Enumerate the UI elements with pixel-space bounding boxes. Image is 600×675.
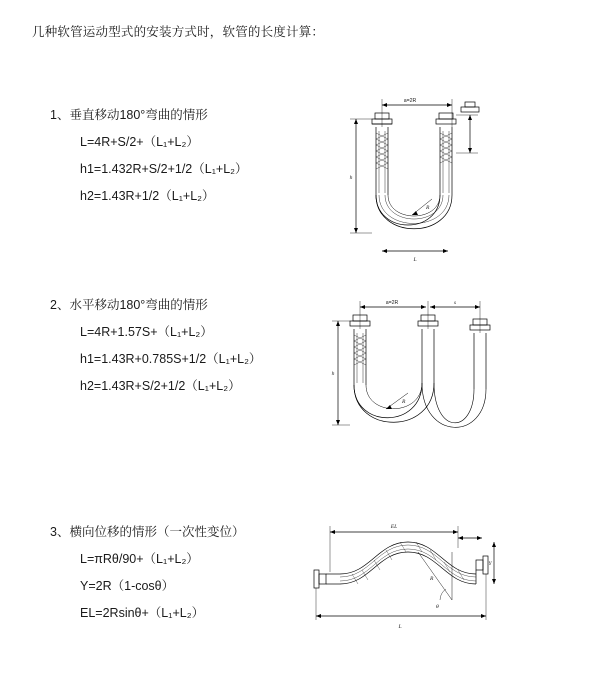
section-1-formula-1: L=4R+S/2+（L₁+L₂）: [80, 135, 199, 149]
section-1-heading: 1、垂直移动180°弯曲的情形: [50, 108, 208, 122]
section-2-formula-3: h2=1.43R+S/2+1/2（L₁+L₂）: [80, 379, 241, 393]
fig1-radius-label: R: [426, 205, 430, 211]
horizontal-180-bend-diagram: [318, 285, 508, 455]
section-2-formula-2: h1=1.43R+0.785S+1/2（L₁+L₂）: [80, 352, 262, 366]
section-3-formula-1: L=πRθ/90+（L₁+L₂）: [80, 552, 199, 566]
fig2-radius-label: R: [402, 399, 406, 405]
fig3-radius-label: R: [430, 576, 434, 582]
lateral-displacement-diagram: [300, 508, 500, 638]
section-3-text: [50, 522, 310, 630]
section-1-formula-3: h2=1.43R+1/2（L₁+L₂）: [80, 189, 215, 203]
fig1-side-dim-label: h: [349, 175, 353, 181]
fig1-bottom-dim-label: L: [413, 257, 417, 263]
section-3-formula-3: EL=2Rsinθ+（L₁+L₂）: [80, 606, 205, 620]
section-3-formula-2: Y=2R（1-cosθ）: [80, 579, 175, 593]
fig3-top-dim-label: EL: [390, 524, 398, 530]
section-3-heading: 3、横向位移的情形（一次性变位）: [50, 525, 245, 539]
fig3-side-dim-label: Y: [488, 561, 492, 567]
fig1-top-dim-label: a=2R: [403, 98, 417, 104]
vertical-180-bend-diagram: [320, 75, 500, 265]
section-1-formula-2: h1=1.432R+S/2+1/2（L₁+L₂）: [80, 162, 248, 176]
fig3-bottom-dim-label: L: [398, 624, 402, 630]
page-title: 几种软管运动型式的安装方式时，软管的长度计算：: [32, 25, 325, 39]
fig2-top-dim-2-label: s: [453, 300, 457, 306]
section-2-formula-1: L=4R+1.57S+（L₁+L₂）: [80, 325, 213, 339]
section-2-heading: 2、水平移动180°弯曲的情形: [50, 298, 208, 312]
fig2-top-dim-label: a=2R: [385, 300, 399, 306]
fig3-angle-label: θ: [436, 604, 439, 610]
fig2-side-dim-label: h: [331, 371, 335, 377]
section-1-text: [50, 105, 310, 213]
section-2-text: [50, 295, 310, 403]
